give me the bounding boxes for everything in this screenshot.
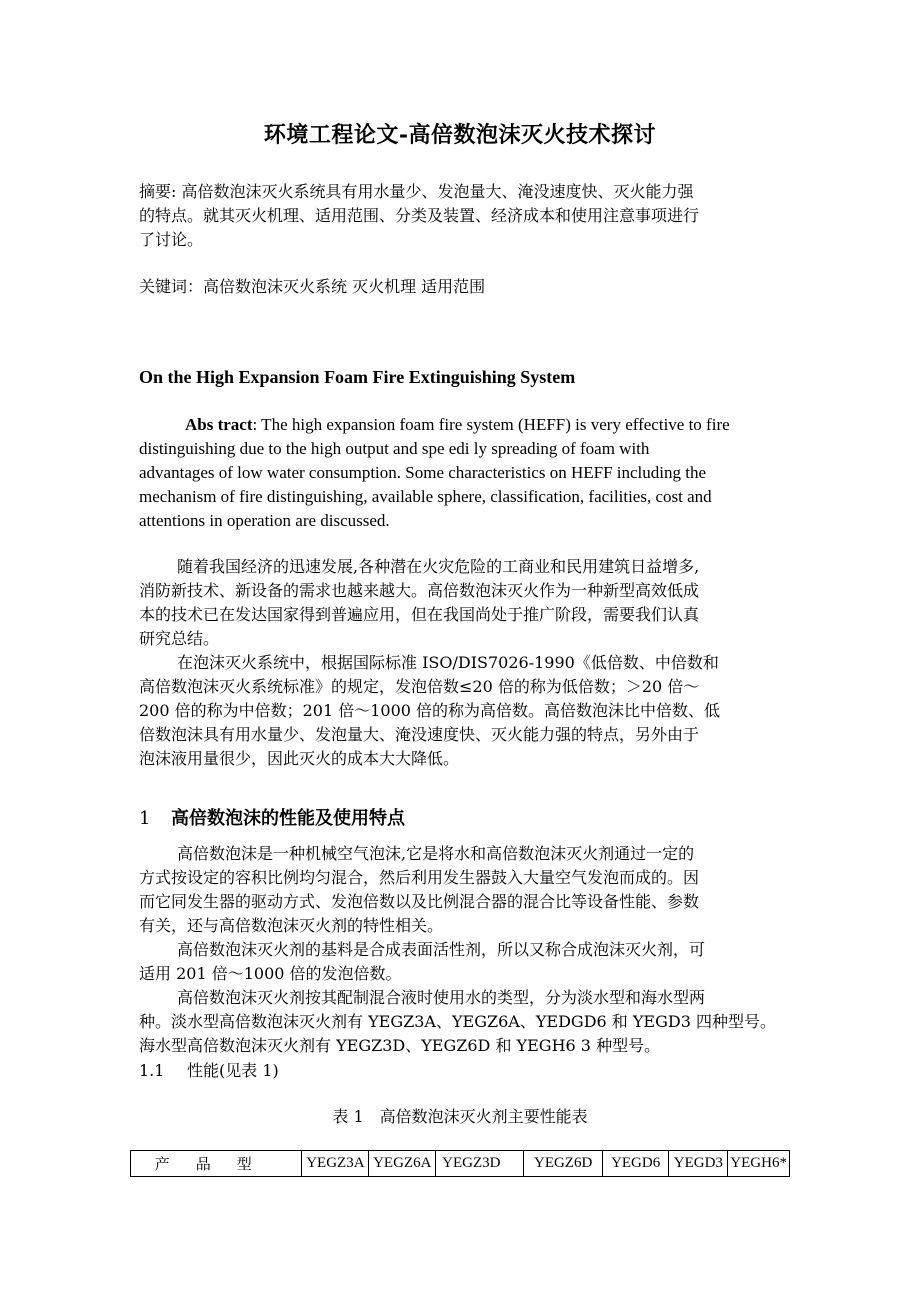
paragraph-line: 倍数泡沫具有用水量少、发泡量大、淹没速度快、灭火能力强的特点，另外由于 — [139, 725, 700, 744]
paragraph-line: 而它同发生器的驱动方式、发泡倍数以及比例混合器的混合比等设备性能、参数 — [139, 892, 700, 911]
paragraph-line: 海水型高倍数泡沫灭火剂有 YEGZ3D、YEGZ6D 和 YEGH6 3 种型号。 — [139, 1036, 661, 1055]
table-cell: YEGZ6A — [369, 1151, 436, 1177]
intro-paragraph-2 — [139, 651, 784, 771]
subsection-1-1 — [139, 1058, 279, 1081]
paragraph-line: 200 倍的称为中倍数；201 倍～1000 倍的称为高倍数。高倍数泡沫比中倍数、低 — [139, 701, 721, 720]
section-number: 1 — [139, 808, 151, 829]
abstract-cn-line: 了讨论。 — [139, 230, 204, 249]
abstract-en-first-line: : The high expansion foam fire system (HEFF) is very effective to fire — [252, 415, 730, 434]
subsection-number: 1.1 — [139, 1061, 165, 1080]
paragraph-line: 高倍数泡沫灭火剂的基料是合成表面活性剂，所以又称合成泡沫灭火剂，可 — [177, 940, 706, 959]
subsection-title: 性能(见表 1) — [187, 1061, 279, 1080]
table-header-cell: 产品型 — [131, 1151, 302, 1177]
table-cell: YEGZ6D — [524, 1151, 602, 1177]
paragraph-line: 高倍数泡沫灭火剂按其配制混合液时使用水的类型，分为淡水型和海水型两 — [177, 988, 706, 1007]
table-caption: 表 1 高倍数泡沫灭火剂主要性能表 — [332, 1107, 588, 1126]
abstract-cn-line: 摘要: 高倍数泡沫灭火系统具有用水量少、发泡量大、淹没速度快、灭火能力强 — [139, 182, 694, 201]
paragraph-line: 研究总结。 — [139, 629, 220, 648]
table-cell: YEGZ3A — [302, 1151, 369, 1177]
paragraph-line: 随着我国经济的迅速发展,各种潜在火灾危险的工商业和民用建筑日益增多, — [177, 557, 700, 576]
abstract-cn — [139, 180, 784, 252]
abstract-en-line: advantages of low water consumption. Some characteristics on HEFF including the — [139, 463, 707, 482]
paragraph-line: 泡沫液用量很少，因此灭火的成本大大降低。 — [139, 749, 460, 768]
document-title: 环境工程论文-高倍数泡沫灭火技术探讨 — [263, 122, 657, 148]
section-1-paragraph-3 — [139, 986, 784, 1058]
section-1-paragraph-2 — [139, 938, 784, 986]
english-title: On the High Expansion Foam Fire Extinguishing System — [139, 367, 576, 387]
paragraph-line: 方式按设定的容积比例均匀混合，然后利用发生器鼓入大量空气发泡而成的。因 — [139, 868, 700, 887]
table-cell: YEGZ3D — [436, 1151, 524, 1177]
paragraph-line: 有关，还与高倍数泡沫灭火剂的特性相关。 — [139, 916, 444, 935]
table-cell: YEGD6 — [602, 1151, 669, 1177]
section-1-heading — [139, 804, 405, 830]
paragraph-line: 本的技术已在发达国家得到普遍应用，但在我国尚处于推广阶段，需要我们认真 — [139, 605, 700, 624]
paragraph-line: 消防新技术、新设备的需求也越来越大。高倍数泡沫灭火作为一种新型高效低成 — [139, 581, 700, 600]
paragraph-line: 适用 201 倍～1000 倍的发泡倍数。 — [139, 964, 402, 983]
section-1-paragraph-1 — [139, 842, 784, 938]
paragraph-line: 高倍数泡沫灭火系统标准》的规定，发泡倍数≤20 倍的称为低倍数；＞20 倍～ — [139, 677, 700, 696]
keywords — [139, 275, 784, 299]
paragraph-line: 高倍数泡沫是一种机械空气泡沫,它是将水和高倍数泡沫灭火剂通过一定的 — [177, 844, 695, 863]
table-row — [131, 1151, 790, 1177]
abstract-en-line — [139, 413, 784, 437]
abstract-en-line: mechanism of fire distinguishing, available sphere, classification, facilities, cost and — [139, 487, 712, 506]
abstract-en-label: Abs tract — [185, 415, 253, 434]
abstract-cn-line: 的特点。就其灭火机理、适用范围、分类及装置、经济成本和使用注意事项进行 — [139, 206, 700, 225]
table-cell: YEGD3 — [669, 1151, 728, 1177]
paragraph-line: 在泡沫灭火系统中，根据国际标准 ISO/DIS7026-1990《低倍数、中倍数和 — [177, 653, 719, 672]
paragraph-line: 种。淡水型高倍数泡沫灭火剂有 YEGZ3A、YEGZ6A、YEDGD6 和 YEGD3 四种型号。 — [139, 1012, 776, 1031]
keywords-line: 关键词：高倍数泡沫灭火系统 灭火机理 适用范围 — [139, 277, 486, 296]
abstract-en-line: distinguishing due to the high output and spe edi ly spreading of foam with — [139, 439, 650, 458]
abstract-en — [139, 413, 784, 533]
intro-paragraph-1 — [139, 555, 784, 651]
section-title: 高倍数泡沫的性能及使用特点 — [171, 808, 405, 829]
properties-table — [130, 1150, 790, 1177]
abstract-en-line: attentions in operation are discussed. — [139, 511, 390, 530]
table-cell: YEGH6* — [728, 1151, 790, 1177]
